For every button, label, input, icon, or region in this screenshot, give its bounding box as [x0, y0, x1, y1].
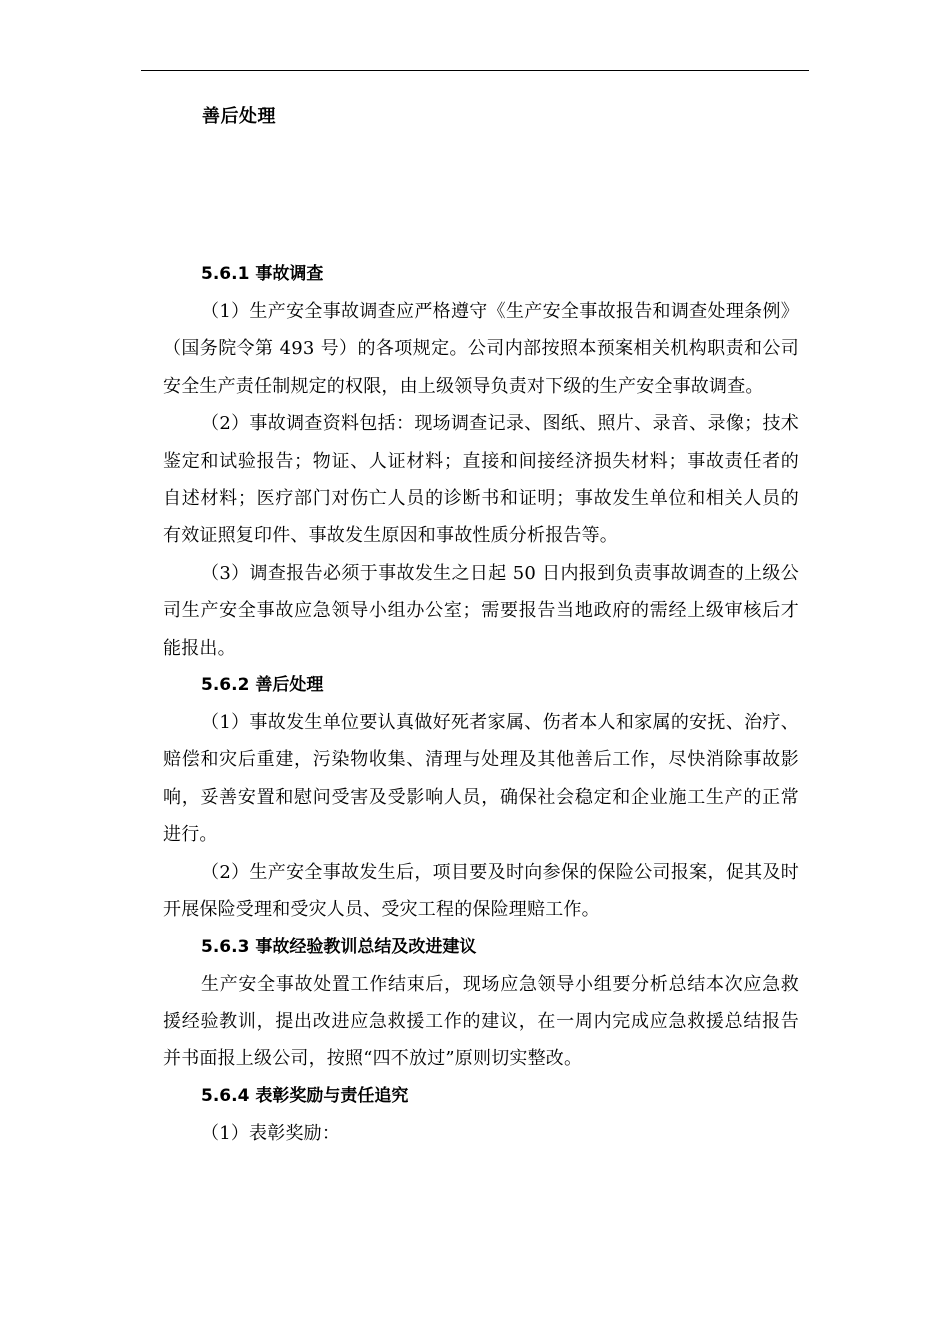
running-title: 善后处理 [202, 106, 276, 127]
paragraph: （1）事故发生单位要认真做好死者家属、伤者本人和家属的安抚、治疗、赔偿和灾后重建，污染物收集、清理与处理及其他善后工作，尽快消除事故影响，妥善安置和慰问受害及受影响人员，确保社会稳定和企业施工生产的正常进行。 [163, 712, 799, 846]
section-rewards-accountability [163, 1078, 799, 1152]
section-aftermath-handling [163, 667, 799, 928]
section-heading: 5.6.1 事故调查 [201, 264, 324, 284]
paragraph: （3）调查报告必须于事故发生之日起 50 日内报到负责事故调查的上级公司生产安全事故应急领导小组办公室；需要报告当地政府的需经上级审核后才能报出。 [163, 562, 799, 659]
paragraph: 生产安全事故处置工作结束后，现场应急领导小组要分析总结本次应急救援经验教训，提出改进应急救援工作的建议，在一周内完成应急救援总结报告并书面报上级公司，按照“四不放过”原则切实整改。 [163, 973, 799, 1070]
paragraph: （1）生产安全事故调查应严格遵守《生产安全事故报告和调查处理条例》（国务院令第 493 号）的各项规定。公司内部按照本预案相关机构职责和公司安全生产责任制规定的权限，由上级领导负责对下级的生产安全事故调查。 [163, 301, 799, 397]
paragraph: （2）事故调查资料包括：现场调查记录、图纸、照片、录音、录像；技术鉴定和试验报告；物证、人证材料；直接和间接经济损失材料；事故责任者的自述材料；医疗部门对伤亡人员的诊断书和证明；事故发生单位和相关人员的有效证照复印件、事故发生原因和事故性质分析报告等。 [163, 413, 799, 547]
paragraph: （1）表彰奖励： [201, 1122, 341, 1144]
paragraph: （2）生产安全事故发生后，项目要及时向参保的保险公司报案，促其及时开展保险受理和受灾人员、受灾工程的保险理赔工作。 [163, 861, 799, 921]
document-body [163, 256, 799, 1152]
section-heading: 5.6.2 善后处理 [201, 675, 324, 696]
section-heading: 5.6.3 事故经验教训总结及改进建议 [201, 936, 477, 957]
section-accident-investigation [163, 256, 799, 667]
header-rule [141, 70, 809, 71]
section-lessons-learned [163, 929, 799, 1078]
section-heading: 5.6.4 表彰奖励与责任追究 [201, 1085, 409, 1106]
